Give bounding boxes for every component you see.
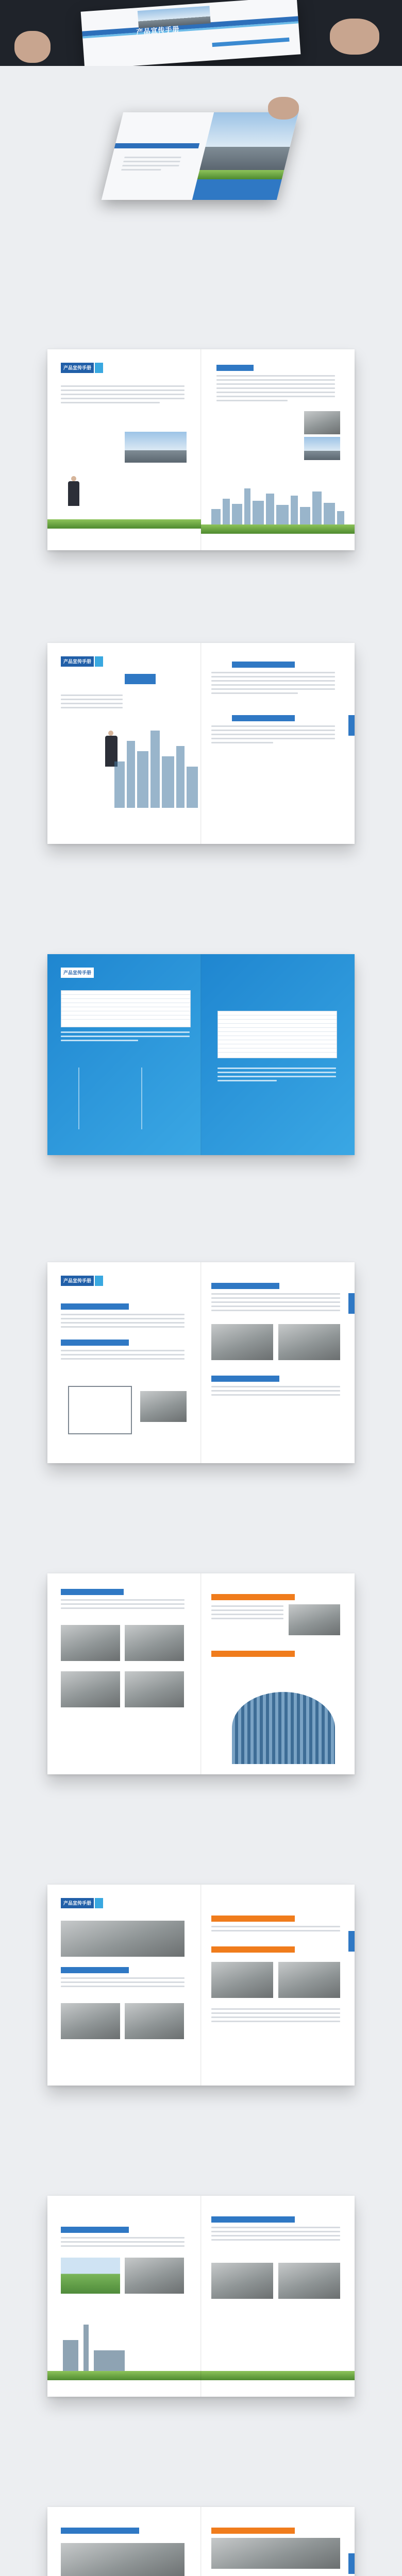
spread-8 — [47, 2507, 355, 2576]
brand-tag — [95, 656, 103, 667]
photo-b — [125, 1625, 184, 1661]
cover-spread-scene — [0, 66, 402, 276]
brand-tag — [95, 1898, 103, 1908]
photo-d — [211, 1962, 273, 1998]
side-tab — [348, 715, 355, 736]
photo-c — [61, 1671, 120, 1707]
side-tab — [348, 1293, 355, 1314]
brand-label: 产品宣传手册 — [61, 968, 94, 978]
brand-tag — [95, 1276, 103, 1286]
spread-6-left — [47, 1885, 201, 2086]
hero-photo-scene — [0, 0, 402, 66]
data-table-right — [217, 1011, 337, 1058]
right-hand — [330, 19, 379, 55]
photo-b — [61, 2003, 120, 2039]
photo-d — [211, 2538, 340, 2569]
section-heading — [211, 1594, 295, 1600]
photo-a — [61, 2258, 120, 2294]
cover-blue-band — [192, 179, 282, 200]
brand-label: 产品宣传手册 — [61, 363, 94, 373]
section-heading — [232, 715, 295, 721]
section-heading — [211, 1916, 295, 1922]
spread-scene-1 — [0, 276, 402, 586]
section-heading — [211, 2216, 295, 2223]
spread-6-right — [201, 1885, 355, 2086]
spread-1 — [47, 349, 355, 550]
spread-2 — [47, 643, 355, 844]
spread-6 — [47, 1885, 355, 2086]
section-heading — [216, 365, 254, 371]
photo-d — [278, 2263, 340, 2299]
cover-city-photo — [199, 112, 298, 170]
photo — [140, 1391, 187, 1422]
spread-scene-6 — [0, 1828, 402, 2139]
photo-d — [125, 1671, 184, 1707]
spread-5-left — [47, 1573, 201, 1774]
spread-scene-7 — [0, 2139, 402, 2450]
dome-structure-graphic — [232, 1692, 335, 1764]
spread-2-left — [47, 643, 201, 844]
skyline-graphic — [211, 483, 345, 530]
photo-a — [304, 411, 340, 434]
spread-8-right — [201, 2507, 355, 2576]
cover-hand — [268, 97, 299, 120]
factory-graphic — [58, 2325, 192, 2371]
spread-scene-2 — [0, 586, 402, 897]
photo-b — [278, 1324, 340, 1360]
side-tab — [348, 2553, 355, 2574]
section-heading — [61, 1967, 129, 1973]
photo-c — [125, 2003, 184, 2039]
left-hand — [14, 31, 51, 63]
photo-a — [61, 1921, 185, 1957]
spread-1-right — [201, 349, 355, 550]
brand-tag — [95, 363, 103, 373]
cover-bottom-band — [212, 38, 289, 47]
photo-a — [61, 2543, 185, 2576]
spread-1-left — [47, 349, 201, 550]
blue-squares — [125, 674, 156, 684]
section-heading — [61, 2528, 139, 2534]
photo-a — [211, 1324, 273, 1360]
spread-4-right — [201, 1262, 355, 1463]
skyline-graphic — [114, 725, 201, 808]
spread-scene-4 — [0, 1206, 402, 1517]
photo-b — [125, 2258, 184, 2294]
brand-label: 产品宣传手册 — [61, 1898, 94, 1908]
spread-7 — [47, 2196, 355, 2397]
section-heading — [61, 1303, 129, 1310]
section-heading — [211, 1283, 279, 1289]
spread-scene-3 — [0, 897, 402, 1206]
section-heading — [211, 1946, 295, 1953]
cover-booklet — [81, 0, 301, 66]
spread-7-left — [47, 2196, 201, 2397]
spread-4 — [47, 1262, 355, 1463]
section-heading — [61, 2227, 129, 2233]
spread-5-right — [201, 1573, 355, 1774]
section-heading — [61, 1340, 129, 1346]
spread-4-left — [47, 1262, 201, 1463]
side-tab — [348, 1931, 355, 1952]
header-photo — [125, 432, 187, 463]
photo-e — [278, 1962, 340, 1998]
photo-b — [304, 437, 340, 460]
section-heading — [232, 662, 295, 668]
cover-title: 产品宣传手册 — [136, 25, 180, 36]
section-heading — [211, 1376, 279, 1382]
section-heading — [211, 2528, 295, 2534]
spread-7-right — [201, 2196, 355, 2397]
brand-label: 产品宣传手册 — [61, 1276, 94, 1286]
photo-e — [289, 1604, 340, 1635]
photo-c — [211, 2263, 273, 2299]
house-diagram — [68, 1386, 132, 1434]
spread-2-right — [201, 643, 355, 844]
section-heading — [211, 1651, 295, 1657]
spread-3 — [47, 954, 355, 1155]
spread-5 — [47, 1573, 355, 1774]
section-heading — [61, 1589, 124, 1595]
power-tower-graphic — [78, 1067, 142, 1129]
spread-8-left — [47, 2507, 201, 2576]
data-table-left — [61, 990, 191, 1027]
brand-label: 产品宣传手册 — [61, 656, 94, 667]
spread-scene-8 — [0, 2450, 402, 2576]
open-cover — [102, 112, 298, 200]
spread-scene-5 — [0, 1517, 402, 1828]
photo-a — [61, 1625, 120, 1661]
